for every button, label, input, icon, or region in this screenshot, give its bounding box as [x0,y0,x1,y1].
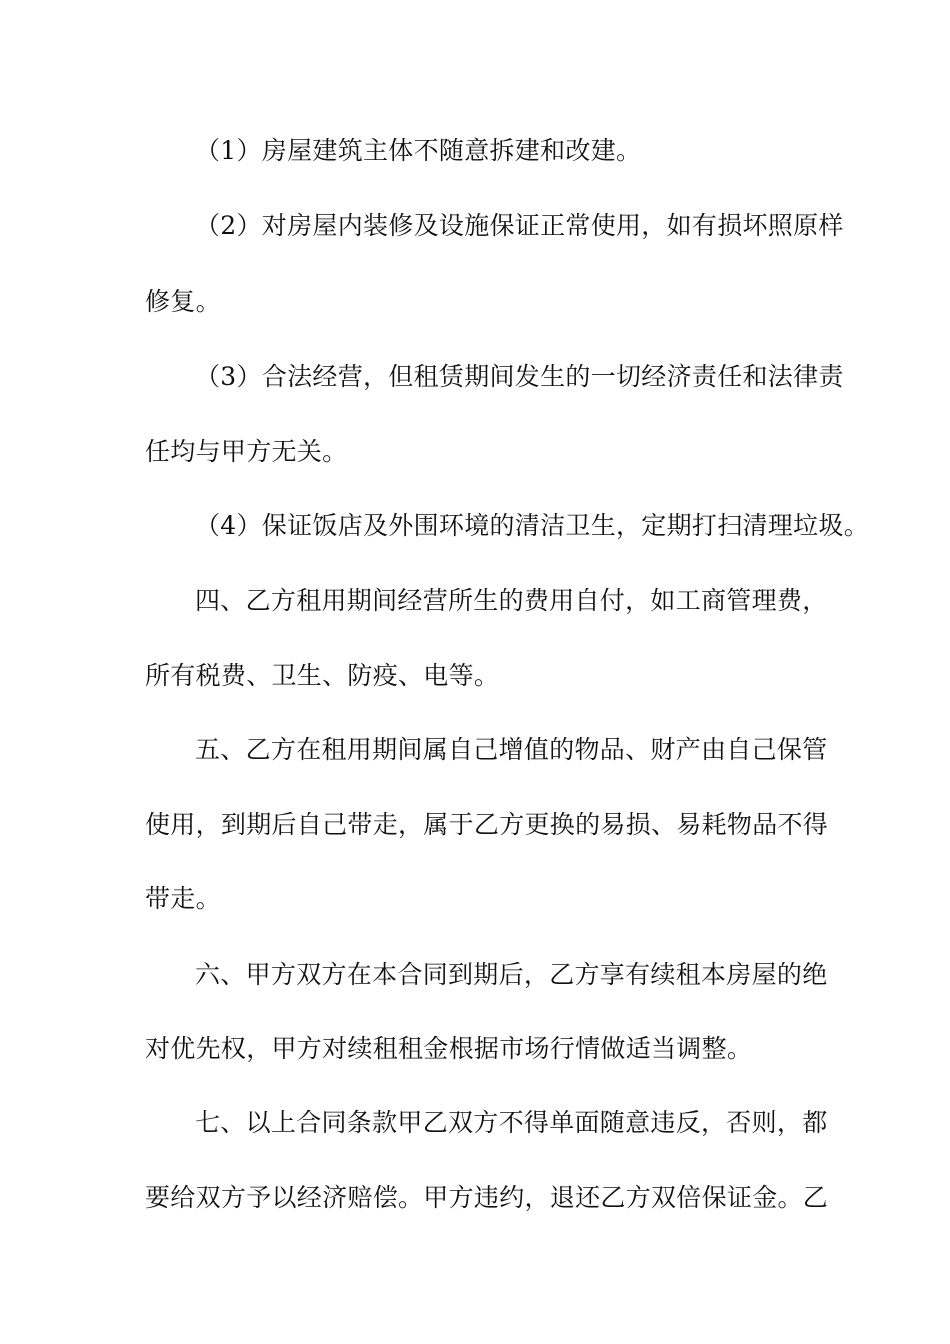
paragraph-line: （3）合法经营，但租赁期间发生的一切经济责任和法律责 [195,362,844,391]
paragraph-line: 五、乙方在租用期间属自己增值的物品、财产由自己保管 [195,735,828,764]
paragraph-line: （2）对房屋内装修及设施保证正常使用，如有损坏照原样 [195,211,844,240]
paragraph-line: 对优先权，甲方对续租租金根据市场行情做适当调整。 [145,1034,753,1063]
paragraph-line: 所有税费、卫生、防疫、电等。 [145,661,500,690]
paragraph-line: 任均与甲方无关。 [145,437,348,466]
paragraph-line: 七、以上合同条款甲乙双方不得单面随意违反，否则，都 [195,1108,828,1137]
paragraph-line: 四、乙方租用期间经营所生的费用自付，如工商管理费， [195,586,828,615]
paragraph-line: 使用，到期后自己带走，属于乙方更换的易损、易耗物品不得 [145,810,829,839]
paragraph-line: 带走。 [145,884,221,913]
paragraph-line: （4）保证饭店及外围环境的清洁卫生，定期打扫清理垃圾。 [195,511,870,540]
paragraph-line: 六、甲方双方在本合同到期后，乙方享有续租本房屋的绝 [195,960,828,989]
paragraph-line: 要给双方予以经济赔偿。甲方违约，退还乙方双倍保证金。乙 [145,1183,829,1212]
paragraph-line: 修复。 [145,287,221,316]
paragraph-line: （1）房屋建筑主体不随意拆建和改建。 [195,136,642,165]
